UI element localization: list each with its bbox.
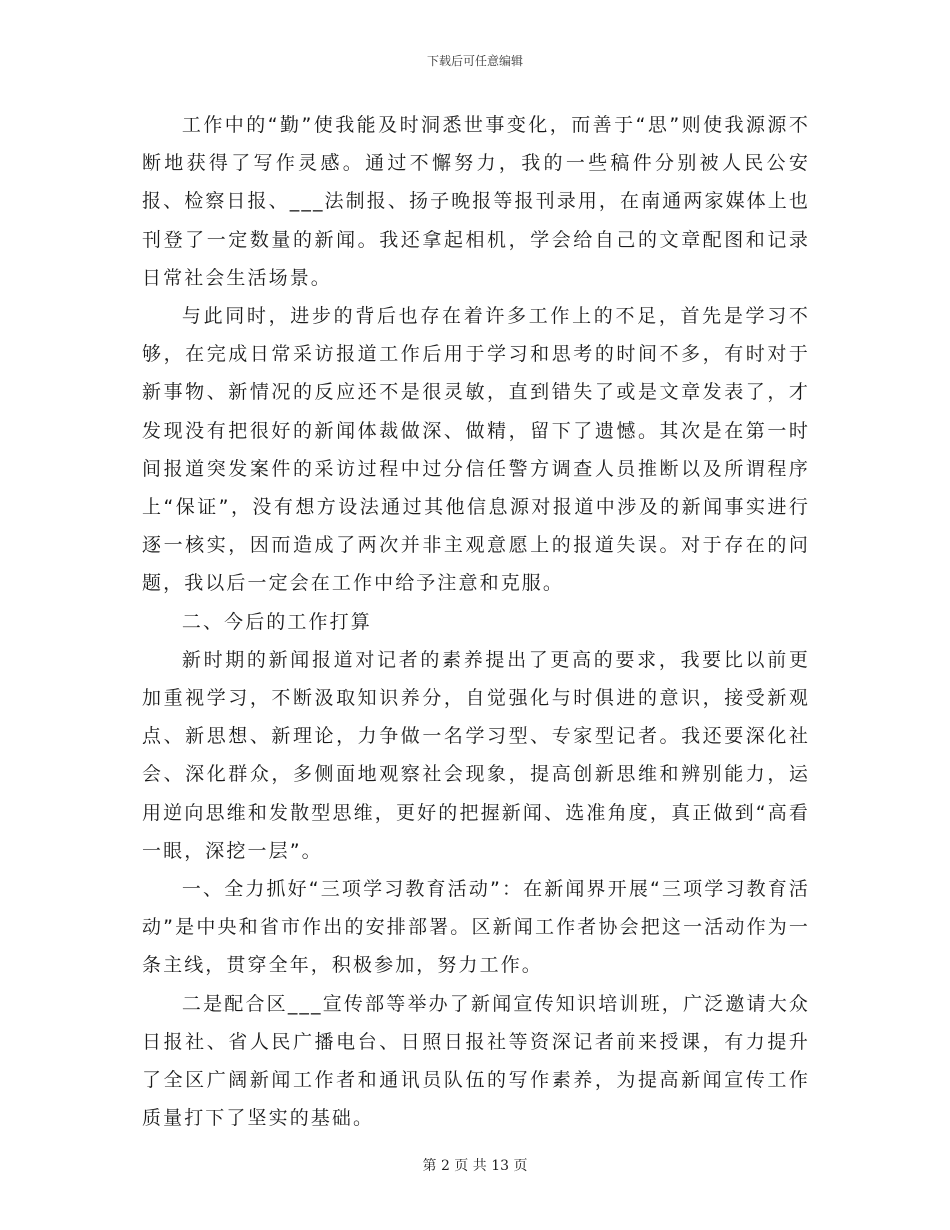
paragraph: 一、全力抓好“三项学习教育活动”：在新闻界开展“三项学习教育活动”是中央和省市作出的安排部署。区新闻工作者协会把这一活动作为一条主线，贯穿全年，积极参加，努力工作。 [142,878,810,977]
paragraph: 工作中的“勤”使我能及时洞悉世事变化，而善于“思”则使我源源不断地获得了写作灵感。通过不懈努力，我的一些稿件分别被人民公安报、检察日报、___法制报、扬子晚报等报刊录用，在南通两家媒体上也刊登了一定数量的新闻。我还拿起相机，学会给自己的文章配图和记录日常社会生活场景。 [142,114,810,289]
page-header: 下载后可任意编辑 [426,54,523,68]
paragraph: 二是配合区___宣传部等举办了新闻宣传知识培训班，广泛邀请大众日报社、省人民广播电台、日照日报社等资深记者前来授课，有力提升了全区广阔新闻工作者和通讯员队伍的写作素养，为提高新闻宣传工作质量打下了坚实的基础。 [142,992,810,1130]
paragraph: 新时期的新闻报道对记者的素养提出了更高的要求，我要比以前更加重视学习，不断汲取知识养分，自觉强化与时俱进的意识，接受新观点、新思想、新理论，力争做一名学习型、专家型记者。我还要深化社会、深化群众，多侧面地观察社会现象，提高创新思维和辨别能力，运用逆向思维和发散型思维，更好的把握新闻、选准角度，真正做到“高看一眼，深挖一层”。 [142,648,810,862]
page-number: 第 2 页 共 13 页 [422,1158,528,1174]
paragraph: 与此同时，进步的背后也存在着许多工作上的不足，首先是学习不够，在完成日常采访报道工作后用于学习和思考的时间不多，有时对于新事物、新情况的反应还不是很灵敏，直到错失了或是文章发表了，才发现没有把很好的新闻体裁做深、做精，留下了遗憾。其次是在第一时间报道突发案件的采访过程中过分信任警方调查人员推断以及所谓程序上“保证”，没有想方设法通过其他信息源对报道中涉及的新闻事实进行逐一核实，因而造成了两次并非主观意愿上的报道失误。对于存在的问题，我以后一定会在工作中给予注意和克服。 [142,305,810,595]
document-body [142,106,810,1137]
section-heading: 二、今后的工作打算 [181,610,372,633]
